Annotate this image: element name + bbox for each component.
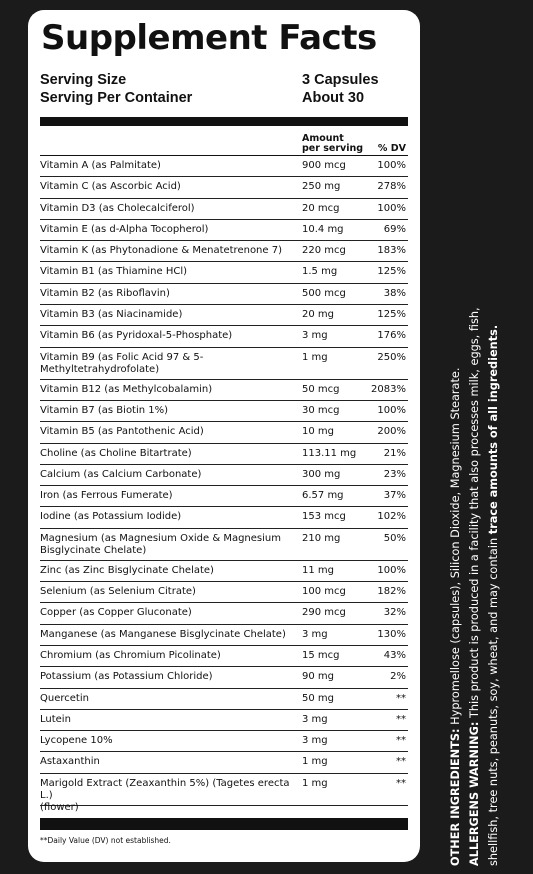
nutrient-dv: 38% [383,287,406,299]
nutrient-amount: 15 mcg [302,649,340,661]
nutrient-name: Vitamin C (as Ascorbic Acid) [40,181,181,193]
nutrient-name: Vitamin A (as Palmitate) [40,160,161,171]
nutrient-amount: 250 mg [302,181,341,193]
nutrient-dv: ** [396,713,406,725]
nutrient-name: Chromium (as Chromium Picolinate) [40,649,221,661]
table-row [40,667,408,688]
nutrient-name: Magnesium (as Magnesium Oxide & Magnesium Bisglycinate Chelate) [40,532,281,556]
other-ingredients-line [446,16,465,866]
nutrient-name: Vitamin E (as d-Alpha Tocopherol) [40,223,209,235]
nutrient-amount: 50 mcg [302,383,340,395]
nutrient-name: Vitamin B2 (as Riboflavin) [40,287,170,299]
nutrient-dv: ** [396,777,406,789]
allergen-trace-text: trace amounts of all ingredients. [487,324,500,535]
table-row [40,486,408,507]
nutrient-dv: 43% [383,649,406,661]
nutrient-dv: 100% [377,202,406,214]
nutrient-amount: 20 mg [302,309,334,321]
nutrient-amount: 11 mg [302,564,334,576]
nutrient-dv: 183% [377,245,406,257]
nutrient-dv: 125% [377,309,406,321]
nutrient-dv: 2% [390,671,406,683]
nutrient-name: Iron (as Ferrous Fumerate) [40,490,173,502]
nutrient-dv: 32% [383,607,406,619]
allergen-line-2 [484,16,503,866]
servings-per-container-label: Serving Per Container [40,90,193,106]
servings-per-container-row [40,90,408,107]
nutrient-dv: 200% [377,426,406,438]
serving-size-value: 3 Capsules [302,72,379,88]
nutrient-dv: 100% [377,160,406,171]
nutrient-amount: 50 mg [302,692,334,704]
table-row [40,507,408,528]
other-ingredients-text: Hypromellose (capsules), Silicon Dioxide, Magnesium Stearate. [449,367,462,729]
table-row [40,305,408,326]
nutrient-dv: 102% [377,511,406,523]
nutrient-amount: 1 mg [302,777,328,789]
nutrient-dv: ** [396,756,406,768]
nutrient-name: Iodine (as Potassium Iodide) [40,511,182,523]
table-row [40,646,408,667]
nutrient-name: Vitamin B6 (as Pyridoxal-5-Phosphate) [40,330,233,342]
table-row [40,422,408,443]
nutrient-name: Vitamin B1 (as Thiamine HCl) [40,266,188,278]
nutrient-amount: 1 mg [302,351,328,363]
nutrient-name: Quercetin [40,692,89,704]
table-row [40,156,408,177]
table-row [40,603,408,624]
nutrient-name: Vitamin K (as Phytonadione & Menatetrenone 7) [40,245,282,257]
nutrient-dv: 278% [377,181,406,193]
table-row [40,625,408,646]
nutrient-dv: 176% [377,330,406,342]
nutrient-dv: 2083% [371,383,406,395]
nutrient-amount: 20 mcg [302,202,340,214]
nutrient-name: Marigold Extract (Zeaxanthin 5%) (Tagetes erecta L.) (flower) [40,777,290,813]
allergen-text-2: shellfish, tree nuts, peanuts, soy, wheat, and may contain [487,534,500,866]
nutrient-name: Vitamin B9 (as Folic Acid 97 & 5- Methyltetrahydrofolate) [40,351,204,375]
table-row [40,326,408,347]
allergen-label: ALLERGENS WARNING: [468,721,481,866]
table-row [40,689,408,710]
nutrient-amount: 113.11 mg [302,447,357,459]
nutrient-amount: 3 mg [302,735,328,747]
nutrient-name: Lutein [40,713,71,725]
nutrient-amount: 3 mg [302,330,328,342]
nutrient-amount: 153 mcg [302,511,346,523]
nutrient-name: Lycopene 10% [40,735,113,747]
table-row [40,241,408,262]
nutrient-name: Vitamin B3 (as Niacinamide) [40,309,183,321]
side-panel-text [446,16,503,866]
nutrient-dv: 125% [377,266,406,278]
table-row [40,582,408,603]
table-row [40,284,408,305]
nutrient-dv: 130% [377,628,406,640]
nutrient-amount: 3 mg [302,713,328,725]
nutrient-name: Selenium (as Selenium Citrate) [40,586,196,598]
table-row [40,710,408,731]
table-row [40,401,408,422]
thick-divider [40,117,408,126]
nutrient-amount: 220 mcg [302,245,346,257]
table-row [40,529,408,561]
nutrient-name: Calcium (as Calcium Carbonate) [40,468,202,480]
nutrient-amount: 1 mg [302,756,328,768]
allergen-line [465,16,484,866]
nutrient-amount: 30 mcg [302,404,340,416]
table-row [40,199,408,220]
table-row [40,561,408,582]
table-row [40,752,408,773]
panel-title: Supplement Facts [41,18,377,58]
nutrient-amount: 10 mg [302,426,334,438]
serving-size-row [40,72,408,89]
nutrient-amount: 210 mg [302,532,341,544]
table-row [40,262,408,283]
table-row [40,731,408,752]
bottom-divider [40,818,408,830]
table-row [40,380,408,401]
table-header [40,126,408,156]
nutrient-amount: 90 mg [302,671,334,683]
nutrient-dv: 21% [383,447,406,459]
nutrient-amount: 1.5 mg [302,266,338,278]
nutrient-name: Astaxanthin [40,756,100,768]
table-row [40,465,408,486]
table-row [40,177,408,198]
nutrient-amount: 100 mcg [302,586,346,598]
nutrient-dv: 100% [377,404,406,416]
nutrient-name: Vitamin B5 (as Pantothenic Acid) [40,426,204,438]
nutrient-amount: 10.4 mg [302,223,344,235]
servings-per-container-value: About 30 [302,90,365,106]
nutrient-dv: 50% [383,532,406,544]
nutrient-table [40,156,408,813]
nutrient-amount: 300 mg [302,468,341,480]
nutrient-amount: 900 mcg [302,160,346,171]
dv-header: % DV [377,142,406,154]
nutrient-name: Vitamin D3 (as Cholecalciferol) [40,202,195,214]
nutrient-name: Choline (as Choline Bitartrate) [40,447,192,459]
nutrient-name: Potassium (as Potassium Chloride) [40,671,213,683]
table-row [40,444,408,465]
nutrient-dv: 100% [377,564,406,576]
nutrient-dv: ** [396,692,406,704]
nutrient-name: Manganese (as Manganese Bisglycinate Chelate) [40,628,286,640]
table-row [40,220,408,241]
nutrient-name: Zinc (as Zinc Bisglycinate Chelate) [40,564,214,576]
other-ingredients-label: OTHER INGREDIENTS: [449,728,462,866]
footnote: **Daily Value (DV) not established. [40,835,171,845]
nutrient-amount: 6.57 mg [302,490,344,502]
nutrient-dv: 23% [383,468,406,480]
nutrient-dv: ** [396,735,406,747]
nutrient-amount: 500 mcg [302,287,346,299]
amount-header: Amount per serving [302,133,364,154]
serving-size-label: Serving Size [40,72,127,88]
nutrient-name: Vitamin B12 (as Methylcobalamin) [40,383,213,395]
supplement-facts-panel [28,10,420,862]
table-row [40,348,408,380]
nutrient-dv: 37% [383,490,406,502]
nutrient-amount: 3 mg [302,628,328,640]
nutrient-dv: 250% [377,351,406,363]
nutrient-amount: 290 mcg [302,607,346,619]
nutrient-dv: 182% [377,586,406,598]
table-row [40,774,408,813]
allergen-text: This product is produced in a facility that also processes milk, eggs, fish, [468,307,481,722]
nutrient-dv: 69% [383,223,406,235]
nutrient-name: Copper (as Copper Gluconate) [40,607,192,619]
nutrient-name: Vitamin B7 (as Biotin 1%) [40,404,169,416]
